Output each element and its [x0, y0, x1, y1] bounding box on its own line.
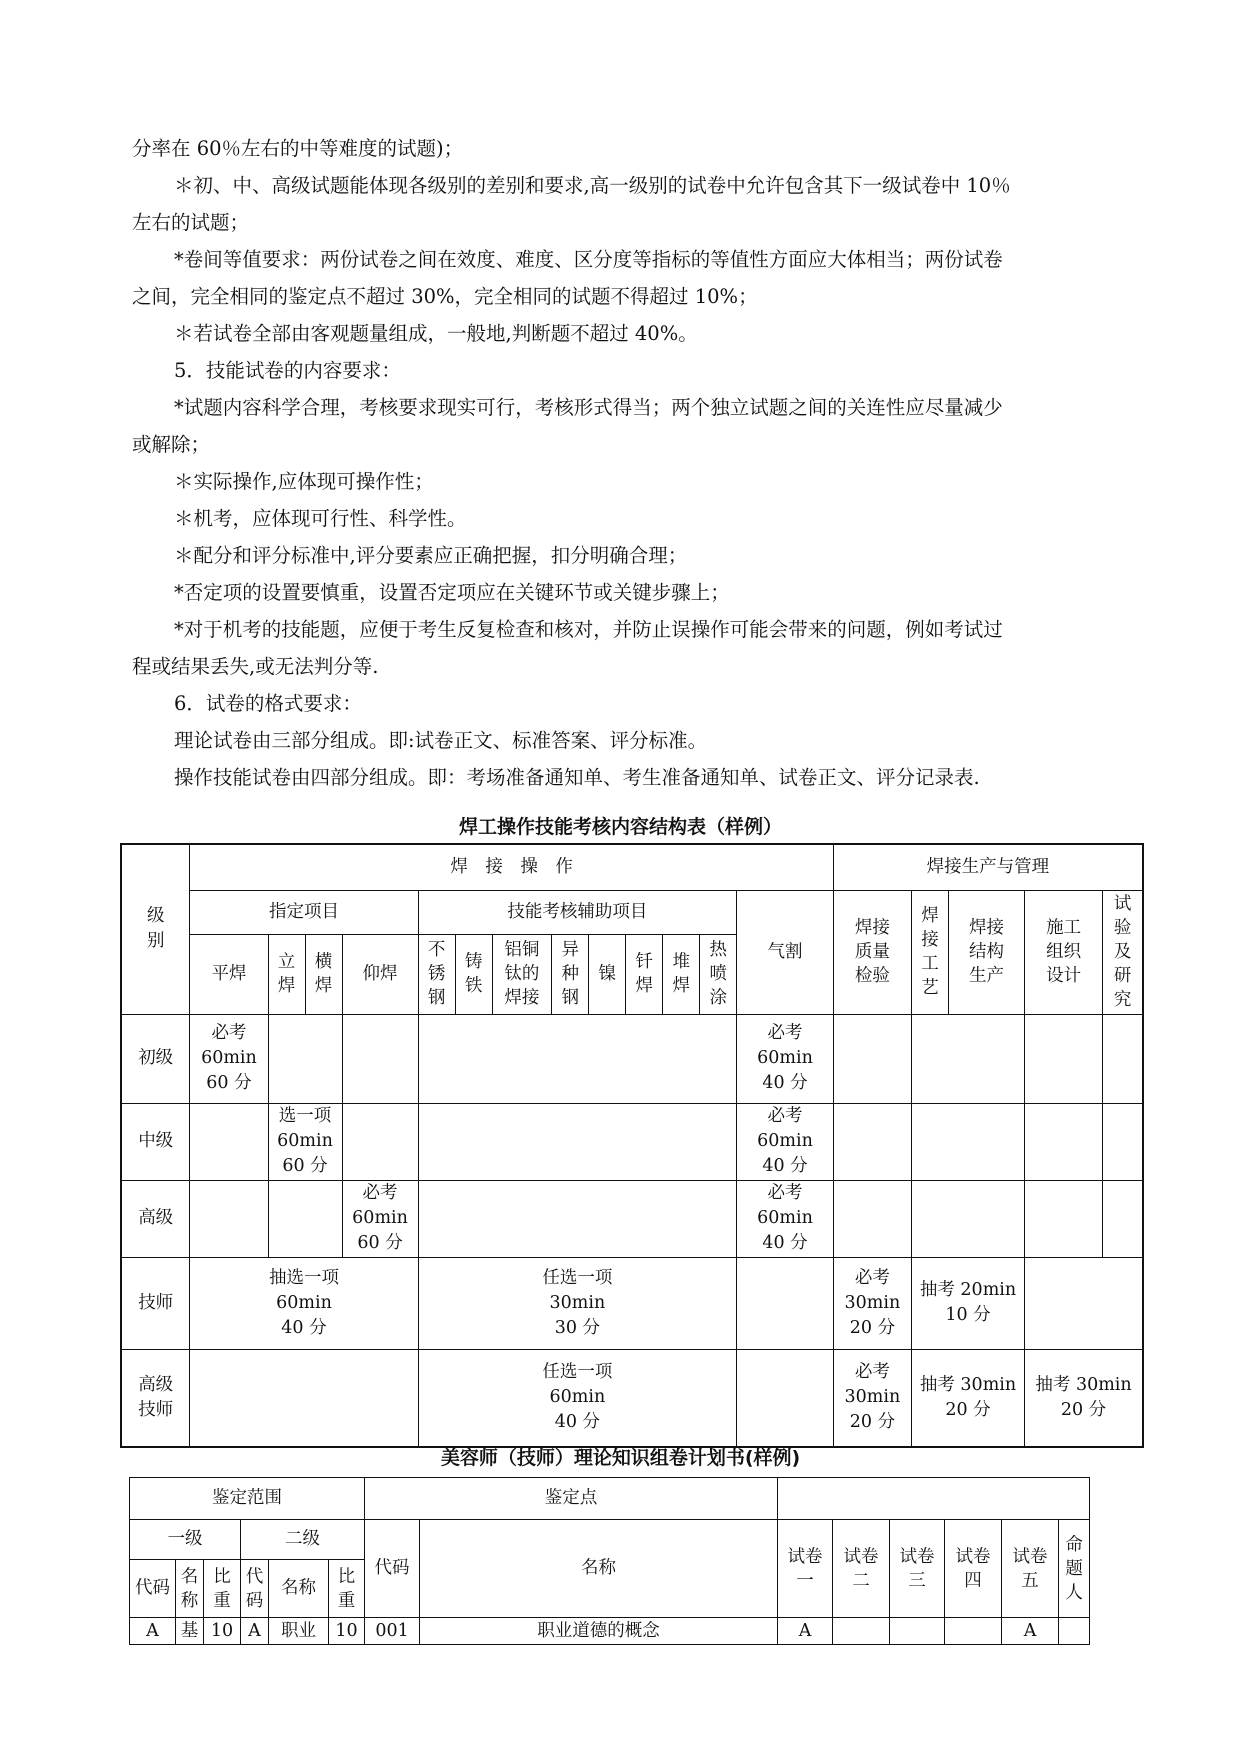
welding-skills-table	[120, 843, 1144, 1448]
table-caption: 美容师（技师）理论知识组卷计划书(样例)	[440, 1447, 801, 1469]
gas-cut-cell: 必考 60min 40 分	[737, 1103, 834, 1180]
production-management-header: 焊接生产与管理	[833, 844, 1143, 890]
table-row	[121, 1103, 1143, 1180]
empty-cell	[1025, 1180, 1103, 1257]
empty-cell	[737, 1349, 834, 1447]
table-row	[121, 1349, 1143, 1447]
overhead-welding-header: 仰焊	[342, 934, 418, 1014]
brazing-header: 钎 焊	[626, 934, 663, 1014]
l2-code-cell: A	[241, 1618, 269, 1645]
paper5-header: 试卷 五	[1002, 1520, 1059, 1618]
table-row	[121, 1180, 1143, 1257]
gas-cut-cell: 必考 60min 40 分	[737, 1180, 834, 1257]
points-header: 鉴定点	[365, 1478, 778, 1520]
l1-name-header: 名 称	[176, 1560, 204, 1618]
paragraph-line: ＊机考，应体现可行性、科学性。	[174, 507, 467, 530]
flat-cell: 必考 60min 60 分	[190, 1014, 268, 1103]
quality-inspection-header: 焊接 质量 检验	[833, 890, 911, 1014]
vertical-welding-header: 立 焊	[268, 934, 305, 1014]
paragraph-line: ＊初、中、高级试题能体现各级别的差别和要求,高一级别的试卷中允许包含其下一级试卷中 10％	[174, 174, 1011, 197]
paper4-cell	[945, 1618, 1002, 1645]
paper4-header: 试卷 四	[945, 1520, 1002, 1618]
empty-cell	[833, 1103, 911, 1180]
thermal-spraying-header: 热 喷 涂	[700, 934, 737, 1014]
l2-name-header: 名称	[269, 1560, 329, 1618]
paragraph-line: 分率在 60％左右的中等难度的试题)；	[132, 137, 464, 160]
level-cell: 初级	[121, 1014, 190, 1103]
dissimilar-steel-header: 异 种 钢	[552, 934, 589, 1014]
al-cu-ti-header: 铝铜 钛的 焊接	[492, 934, 552, 1014]
auxiliary-items-header: 技能考核辅助项目	[418, 890, 737, 934]
paragraph-line: 程或结果丢失,或无法判分等.	[132, 655, 379, 678]
designated-items-header: 指定项目	[190, 890, 418, 934]
paragraph-line: *卷间等值要求：两份试卷之间在效度、难度、区分度等指标的等值性方面应大体相当；两份试卷	[174, 248, 1003, 271]
level2-header: 二级	[241, 1520, 365, 1560]
empty-cell	[268, 1180, 342, 1257]
empty-cell	[911, 1014, 1024, 1103]
empty-cell	[418, 1180, 737, 1257]
section-heading: 5．技能试卷的内容要求：	[174, 359, 401, 382]
welding-operation-header: 焊 接 操 作	[190, 844, 833, 890]
quality-cell: 必考 30min 20 分	[833, 1257, 911, 1349]
cast-iron-header: 铸 铁	[455, 934, 492, 1014]
paper2-cell	[833, 1618, 890, 1645]
empty-cell	[1025, 1103, 1103, 1180]
quality-cell: 必考 30min 20 分	[833, 1349, 911, 1447]
l2-code-header: 代 码	[241, 1560, 269, 1618]
point-code-cell: 001	[365, 1618, 420, 1645]
paragraph-line: ＊若试卷全部由客观题量组成，一般地,判断题不超过 40%。	[174, 322, 698, 345]
paragraph-line: 左右的试题；	[132, 211, 250, 234]
l1-code-header: 代码	[130, 1560, 176, 1618]
empty-cell	[418, 1103, 737, 1180]
empty-cell	[342, 1014, 418, 1103]
paragraph-line: 理论试卷由三部分组成。即:试卷正文、标准答案、评分标准。	[174, 729, 708, 752]
level-header: 级 别	[121, 844, 190, 1014]
paper3-cell	[890, 1618, 945, 1645]
gas-cut-cell: 必考 60min 40 分	[737, 1014, 834, 1103]
table-caption: 焊工操作技能考核内容结构表（样例）	[458, 816, 782, 838]
designated-cell: 抽选一项 60min 40 分	[190, 1257, 418, 1349]
paper1-header: 试卷 一	[778, 1520, 833, 1618]
auxiliary-cell: 任选一项 60min 40 分	[418, 1349, 737, 1447]
gas-cutting-header: 气割	[737, 890, 834, 1014]
point-name-header: 名称	[420, 1520, 778, 1618]
section-heading: 6．试卷的格式要求：	[174, 692, 362, 715]
empty-cell	[1103, 1103, 1143, 1180]
l1-name-cell: 基	[176, 1618, 204, 1645]
empty-cell	[833, 1014, 911, 1103]
paragraph-line: ＊实际操作,应体现可操作性；	[174, 470, 434, 493]
process-structure-cell: 抽考 20min 10 分	[911, 1257, 1024, 1349]
paper3-header: 试卷 三	[890, 1520, 945, 1618]
empty-cell	[190, 1349, 418, 1447]
horizontal-welding-header: 横 焊	[305, 934, 342, 1014]
auxiliary-cell: 任选一项 30min 30 分	[418, 1257, 737, 1349]
l1-weight-header: 比 重	[204, 1560, 241, 1618]
test-research-header: 试 验 及 研 究	[1103, 890, 1143, 1014]
exam-plan-table	[129, 1477, 1090, 1645]
l2-weight-cell: 10	[329, 1618, 365, 1645]
empty-cell	[190, 1180, 268, 1257]
paragraph-line: *对于机考的技能题，应便于考生反复检查和核对，并防止误操作可能会带来的问题，例如考试过	[174, 618, 1003, 641]
empty-cell	[1103, 1180, 1143, 1257]
paragraph-line: 或解除；	[132, 433, 211, 456]
flat-welding-header: 平焊	[190, 934, 268, 1014]
point-code-header: 代码	[365, 1520, 420, 1618]
table-row	[121, 1257, 1143, 1349]
empty-cell	[911, 1180, 1024, 1257]
welding-process-header: 焊 接 工 艺	[911, 890, 948, 1014]
vertical-horizontal-cell: 选一项 60min 60 分	[268, 1103, 342, 1180]
surfacing-header: 堆 焊	[663, 934, 700, 1014]
l1-code-cell: A	[130, 1618, 176, 1645]
paragraph-line: *否定项的设置要慎重，设置否定项应在关键环节或关键步骤上；	[174, 581, 730, 604]
stainless-steel-header: 不 锈 钢	[418, 934, 455, 1014]
empty-cell	[778, 1478, 1090, 1520]
overhead-cell: 必考 60min 60 分	[342, 1180, 418, 1257]
author-cell	[1059, 1618, 1090, 1645]
level1-header: 一级	[130, 1520, 241, 1560]
structure-production-header: 焊接 结构 生产	[948, 890, 1024, 1014]
l2-weight-header: 比 重	[329, 1560, 365, 1618]
empty-cell	[737, 1257, 834, 1349]
empty-cell	[911, 1103, 1024, 1180]
paper1-cell: A	[778, 1618, 833, 1645]
paragraph-line: 操作技能试卷由四部分组成。即：考场准备通知单、考生准备通知单、试卷正文、评分记录表.	[174, 766, 980, 789]
level-cell: 高级	[121, 1180, 190, 1257]
empty-cell	[268, 1014, 342, 1103]
empty-cell	[1025, 1257, 1143, 1349]
paragraph-line: 之间，完全相同的鉴定点不超过 30%，完全相同的试题不得超过 10%；	[132, 285, 758, 308]
paper5-cell: A	[1002, 1618, 1059, 1645]
l2-name-cell: 职业	[269, 1618, 329, 1645]
l1-weight-cell: 10	[204, 1618, 241, 1645]
level-cell: 技师	[121, 1257, 190, 1349]
empty-cell	[190, 1103, 268, 1180]
level-cell: 中级	[121, 1103, 190, 1180]
empty-cell	[418, 1014, 737, 1103]
process-structure-cell: 抽考 30min 20 分	[911, 1349, 1024, 1447]
paper2-header: 试卷 二	[833, 1520, 890, 1618]
empty-cell	[342, 1103, 418, 1180]
scope-header: 鉴定范围	[130, 1478, 365, 1520]
construction-organization-header: 施工 组织 设计	[1025, 890, 1103, 1014]
author-header: 命 题 人	[1059, 1520, 1090, 1618]
organization-research-cell: 抽考 30min 20 分	[1025, 1349, 1143, 1447]
level-cell: 高级 技师	[121, 1349, 190, 1447]
paragraph-line: *试题内容科学合理，考核要求现实可行，考核形式得当；两个独立试题之间的关连性应尽量减少	[174, 396, 1003, 419]
point-name-cell: 职业道德的概念	[420, 1618, 778, 1645]
empty-cell	[1103, 1014, 1143, 1103]
table-row	[130, 1618, 1090, 1645]
empty-cell	[833, 1180, 911, 1257]
table-row	[121, 1014, 1143, 1103]
nickel-header: 镍	[589, 934, 626, 1014]
paragraph-line: ＊配分和评分标准中,评分要素应正确把握，扣分明确合理；	[174, 544, 688, 567]
empty-cell	[1025, 1014, 1103, 1103]
